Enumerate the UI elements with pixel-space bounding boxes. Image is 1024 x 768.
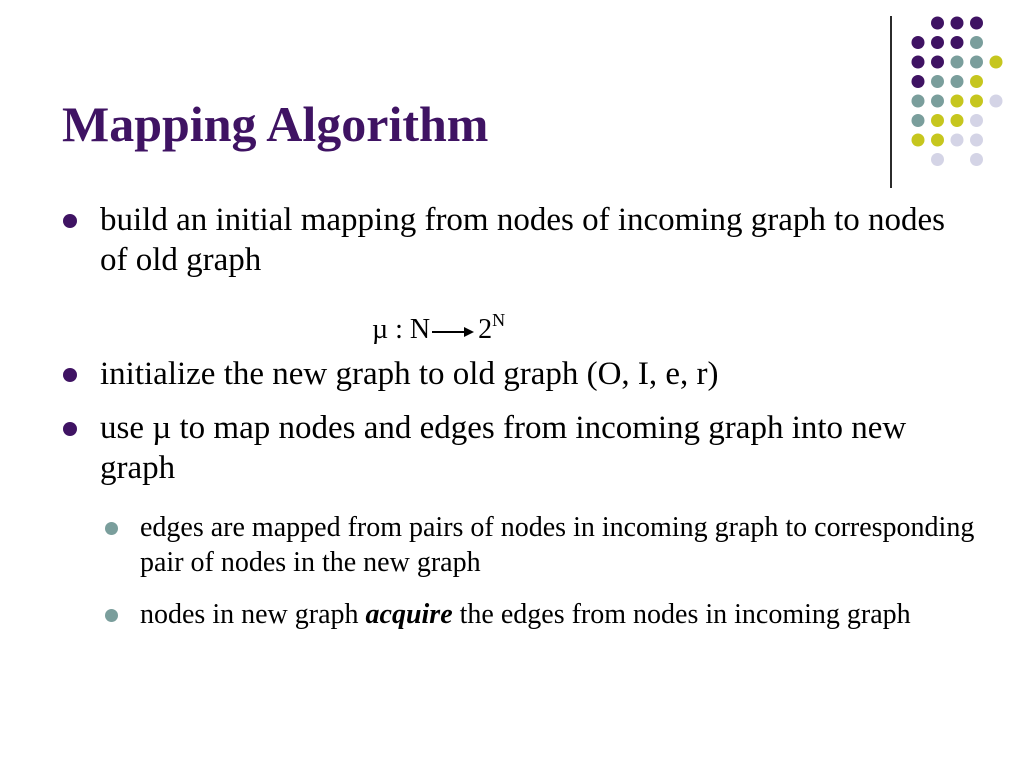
decorative-dot	[912, 114, 925, 127]
decorative-dot	[970, 134, 983, 147]
decorative-dot	[931, 114, 944, 127]
bullet-dot-icon	[63, 368, 77, 382]
bullet-item-1	[100, 200, 960, 280]
bullet-text: build an initial mapping from nodes of incoming graph to nodes of old graph	[100, 202, 946, 278]
decorative-dot	[912, 56, 925, 69]
decorative-dot	[951, 134, 964, 147]
emphasized-word: acquire	[365, 599, 453, 630]
decorative-dot	[970, 95, 983, 108]
formula-right-base: 2	[478, 314, 493, 345]
decorative-dot	[931, 17, 944, 30]
decorative-dot	[951, 36, 964, 49]
sub-bullet-dot-icon	[105, 609, 118, 622]
decorative-dot	[931, 36, 944, 49]
decorative-dot	[931, 56, 944, 69]
formula-left: µ : N	[372, 314, 431, 345]
decorative-dot	[970, 153, 983, 166]
decorative-dot	[970, 56, 983, 69]
bullet-text: initialize the new graph to old graph (O, I, e, r)	[100, 356, 719, 392]
decorative-dot	[931, 134, 944, 147]
sub-bullet-text: edges are mapped from pairs of nodes in incoming graph to corresponding pair of nodes in the new graph	[140, 512, 975, 578]
sub-bullet-dot-icon	[105, 522, 118, 535]
decorative-dot	[951, 114, 964, 127]
decorative-dot	[970, 114, 983, 127]
slide-title: Mapping Algorithm	[62, 96, 489, 152]
decorative-dot	[931, 153, 944, 166]
formula-right-exponent: N	[492, 310, 506, 330]
sub-bullet-item-1	[140, 510, 990, 580]
bullet-item-2	[100, 354, 960, 394]
decorative-dot	[951, 75, 964, 88]
decorative-dot	[970, 75, 983, 88]
decorative-dot	[912, 75, 925, 88]
decorative-dot	[931, 75, 944, 88]
decorative-dot	[951, 17, 964, 30]
bullet-item-3	[100, 408, 960, 488]
decorative-dot	[951, 56, 964, 69]
sub-bullet-item-2	[140, 597, 990, 632]
bullet-dot-icon	[63, 214, 77, 228]
right-arrow-icon	[432, 325, 474, 339]
decorative-dot	[990, 56, 1003, 69]
bullet-dot-icon	[63, 422, 77, 436]
decorative-dot	[970, 17, 983, 30]
mapping-formula	[372, 300, 505, 350]
decorative-dot	[951, 95, 964, 108]
decorative-dot	[912, 95, 925, 108]
decorative-dot	[931, 95, 944, 108]
decorative-dot	[912, 134, 925, 147]
decorative-dot-grid	[0, 0, 1024, 200]
decorative-dot	[912, 36, 925, 49]
decorative-dot	[990, 95, 1003, 108]
decorative-dot	[970, 36, 983, 49]
sub-bullet-text-before: nodes in new graph	[140, 599, 366, 630]
sub-bullet-text-after: the edges from nodes in incoming graph	[452, 599, 911, 630]
bullet-text: use µ to map nodes and edges from incoming graph into new graph	[100, 410, 907, 486]
